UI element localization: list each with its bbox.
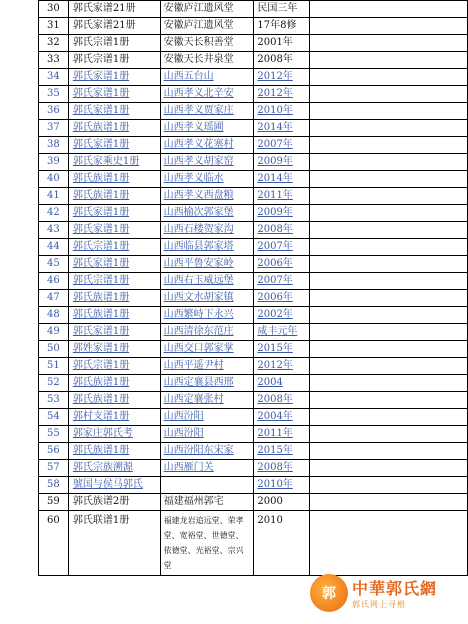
origin-place: 山西文水胡家镇 <box>160 290 254 307</box>
table-row <box>39 239 468 256</box>
book-title: 郭氏家谱1册 <box>68 137 160 154</box>
year: 2001年 <box>254 35 310 52</box>
blank-cell <box>310 307 468 324</box>
book-title: 郭氏家谱1册 <box>68 103 160 120</box>
origin-place: 山西五台山 <box>160 69 254 86</box>
blank-cell <box>310 426 468 443</box>
origin-place: 山西孝义临水 <box>160 171 254 188</box>
row-number: 31 <box>39 18 69 35</box>
year: 17年8修 <box>254 18 310 35</box>
year: 2012年 <box>254 69 310 86</box>
blank-cell <box>310 69 468 86</box>
row-number: 49 <box>39 324 69 341</box>
row-number: 59 <box>39 494 69 511</box>
blank-cell <box>310 409 468 426</box>
origin-place: 山西孝义瑶圃 <box>160 120 254 137</box>
blank-cell <box>310 358 468 375</box>
blank-cell <box>310 137 468 154</box>
origin-place: 山西定襄县西邢 <box>160 375 254 392</box>
blank-cell <box>310 1 468 18</box>
origin-place: 山西孝义胡家窑 <box>160 154 254 171</box>
blank-cell <box>310 18 468 35</box>
origin-place: 山西汾阳 <box>160 409 254 426</box>
book-title: 郭氏宗谱1册 <box>68 35 160 52</box>
book-title: 郭氏族谱1册 <box>68 375 160 392</box>
row-number: 46 <box>39 273 69 290</box>
year: 2008年 <box>254 460 310 477</box>
table-row <box>39 494 468 511</box>
year: 2015年 <box>254 341 310 358</box>
table-row <box>39 511 468 576</box>
book-title: 郭氏族谱1册 <box>68 120 160 137</box>
origin-place: 福建福州郭宅 <box>160 494 254 511</box>
blank-cell <box>310 256 468 273</box>
blank-cell <box>310 324 468 341</box>
book-title: 郭氏族谱1册 <box>68 171 160 188</box>
book-title: 郭氏宗谱1册 <box>68 358 160 375</box>
row-number: 45 <box>39 256 69 273</box>
row-number: 56 <box>39 443 69 460</box>
row-number: 33 <box>39 52 69 69</box>
book-title: 郭氏族谱1册 <box>68 443 160 460</box>
origin-place: 山西雁门关 <box>160 460 254 477</box>
year: 2004 <box>254 375 310 392</box>
table-row <box>39 188 468 205</box>
logo-title: 中華郭氏網 <box>352 579 438 598</box>
origin-place: 山西石楼贺家沟 <box>160 222 254 239</box>
table-row <box>39 273 468 290</box>
book-title: 郭氏家谱1册 <box>68 256 160 273</box>
year: 2010 <box>254 511 310 576</box>
year: 2011年 <box>254 426 310 443</box>
year: 2007年 <box>254 137 310 154</box>
blank-cell <box>310 205 468 222</box>
year: 2006年 <box>254 290 310 307</box>
origin-place: 山西孝义北辛安 <box>160 86 254 103</box>
book-title: 郭氏宗谱1册 <box>68 52 160 69</box>
blank-cell <box>310 171 468 188</box>
year: 2015年 <box>254 443 310 460</box>
book-title: 號国与侯马郭氏 <box>68 477 160 494</box>
book-title: 郭氏宗族溯源 <box>68 460 160 477</box>
row-number: 52 <box>39 375 69 392</box>
table-row <box>39 290 468 307</box>
row-number: 39 <box>39 154 69 171</box>
book-title: 郭氏家谱1册 <box>68 222 160 239</box>
origin-place: 安徽天长积善堂 <box>160 35 254 52</box>
table-row <box>39 222 468 239</box>
row-number: 44 <box>39 239 69 256</box>
origin-place: 山西孝义贾家庄 <box>160 103 254 120</box>
origin-place: 山西定襄张村 <box>160 392 254 409</box>
table-row <box>39 103 468 120</box>
blank-cell <box>310 511 468 576</box>
year: 2012年 <box>254 86 310 103</box>
year: 2009年 <box>254 205 310 222</box>
origin-place: 山西孝义西盘粮 <box>160 188 254 205</box>
blank-cell <box>310 477 468 494</box>
table-row <box>39 375 468 392</box>
row-number: 47 <box>39 290 69 307</box>
blank-cell <box>310 52 468 69</box>
book-title: 郭氏族谱1册 <box>68 188 160 205</box>
table-row <box>39 154 468 171</box>
origin-place: 山西临县郭家塔 <box>160 239 254 256</box>
row-number: 37 <box>39 120 69 137</box>
row-number: 51 <box>39 358 69 375</box>
blank-cell <box>310 290 468 307</box>
row-number: 60 <box>39 511 69 576</box>
book-title: 郭氏族谱1册 <box>68 307 160 324</box>
genealogy-table-container <box>38 0 468 576</box>
year: 2008年 <box>254 392 310 409</box>
origin-place: 山西平遥尹村 <box>160 358 254 375</box>
table-row <box>39 426 468 443</box>
seal-icon: 郭 <box>310 574 348 612</box>
origin-place: 山西榆次郭家堡 <box>160 205 254 222</box>
blank-cell <box>310 341 468 358</box>
table-row <box>39 69 468 86</box>
book-title: 郭氏族谱2册 <box>68 494 160 511</box>
origin-place: 山西繁峙下永兴 <box>160 307 254 324</box>
table-row <box>39 409 468 426</box>
book-title: 郭姓家谱1册 <box>68 341 160 358</box>
book-title: 郭家庄郭氏考 <box>68 426 160 443</box>
year: 2008年 <box>254 222 310 239</box>
row-number: 58 <box>39 477 69 494</box>
origin-place: 山西孝义花塞村 <box>160 137 254 154</box>
watermark-logo <box>310 570 460 616</box>
year: 2000 <box>254 494 310 511</box>
origin-place: 山西汾阳 <box>160 426 254 443</box>
row-number: 30 <box>39 1 69 18</box>
origin-place: 山西右玉威远堡 <box>160 273 254 290</box>
year: 2009年 <box>254 154 310 171</box>
row-number: 32 <box>39 35 69 52</box>
row-number: 38 <box>39 137 69 154</box>
table-row <box>39 307 468 324</box>
table-row <box>39 341 468 358</box>
year: 2010年 <box>254 477 310 494</box>
origin-place: 山西交口郭家掌 <box>160 341 254 358</box>
row-number: 41 <box>39 188 69 205</box>
blank-cell <box>310 375 468 392</box>
logo-subtitle: 郭氏网上寻根 <box>352 600 406 609</box>
year: 2012年 <box>254 358 310 375</box>
origin-place: 山西汾阳东宋家 <box>160 443 254 460</box>
row-number: 55 <box>39 426 69 443</box>
table-row <box>39 256 468 273</box>
blank-cell <box>310 392 468 409</box>
blank-cell <box>310 239 468 256</box>
table-row <box>39 392 468 409</box>
book-title: 郭氏家谱21册 <box>68 18 160 35</box>
year: 2007年 <box>254 239 310 256</box>
row-number: 57 <box>39 460 69 477</box>
row-number: 50 <box>39 341 69 358</box>
blank-cell <box>310 35 468 52</box>
year: 2007年 <box>254 273 310 290</box>
book-title: 郭氏家谱1册 <box>68 69 160 86</box>
row-number: 35 <box>39 86 69 103</box>
table-row <box>39 137 468 154</box>
year: 2014年 <box>254 171 310 188</box>
book-title: 郭氏家谱21册 <box>68 1 160 18</box>
row-number: 40 <box>39 171 69 188</box>
table-body <box>39 1 468 576</box>
origin-place: 安徽庐江遗风堂 <box>160 1 254 18</box>
origin-place: 山西清徐东范庄 <box>160 324 254 341</box>
table-row <box>39 86 468 103</box>
blank-cell <box>310 222 468 239</box>
table-row <box>39 460 468 477</box>
table-row <box>39 477 468 494</box>
year: 2010年 <box>254 103 310 120</box>
blank-cell <box>310 120 468 137</box>
origin-place: 山西平鲁安家岭 <box>160 256 254 273</box>
book-title: 郭村支谱1册 <box>68 409 160 426</box>
table-row <box>39 35 468 52</box>
book-title: 郭氏家乘史1册 <box>68 154 160 171</box>
year: 民国三年 <box>254 1 310 18</box>
table-row <box>39 120 468 137</box>
book-title: 郭氏宗谱1册 <box>68 273 160 290</box>
table-row <box>39 171 468 188</box>
origin-place: 福建龙岩追远堂、荣孝堂、宽裕堂、世德堂、依德堂、光裕堂、宗兴堂 <box>160 511 254 576</box>
blank-cell <box>310 460 468 477</box>
year: 咸丰元年 <box>254 324 310 341</box>
year: 2004年 <box>254 409 310 426</box>
table-row <box>39 358 468 375</box>
blank-cell <box>310 188 468 205</box>
table-row <box>39 52 468 69</box>
table-row <box>39 443 468 460</box>
blank-cell <box>310 273 468 290</box>
book-title: 郭氏族谱1册 <box>68 392 160 409</box>
book-title: 郭氏宗谱1册 <box>68 239 160 256</box>
genealogy-table <box>38 0 468 576</box>
row-number: 36 <box>39 103 69 120</box>
table-row <box>39 324 468 341</box>
year: 2002年 <box>254 307 310 324</box>
row-number: 54 <box>39 409 69 426</box>
row-number: 43 <box>39 222 69 239</box>
row-number: 53 <box>39 392 69 409</box>
book-title: 郭氏联谱1册 <box>68 511 160 576</box>
blank-cell <box>310 103 468 120</box>
blank-cell <box>310 86 468 103</box>
book-title: 郭氏家谱1册 <box>68 324 160 341</box>
row-number: 48 <box>39 307 69 324</box>
table-row <box>39 18 468 35</box>
origin-place <box>160 477 254 494</box>
year: 2006年 <box>254 256 310 273</box>
origin-place: 安徽庐江遗风堂 <box>160 18 254 35</box>
blank-cell <box>310 443 468 460</box>
book-title: 郭氏族谱1册 <box>68 290 160 307</box>
origin-place: 安徽天长井泉堂 <box>160 52 254 69</box>
blank-cell <box>310 154 468 171</box>
table-row <box>39 205 468 222</box>
year: 2008年 <box>254 52 310 69</box>
table-row <box>39 1 468 18</box>
year: 2014年 <box>254 120 310 137</box>
book-title: 郭氏家谱1册 <box>68 86 160 103</box>
book-title: 郭氏家谱1册 <box>68 205 160 222</box>
blank-cell <box>310 494 468 511</box>
row-number: 42 <box>39 205 69 222</box>
year: 2011年 <box>254 188 310 205</box>
row-number: 34 <box>39 69 69 86</box>
